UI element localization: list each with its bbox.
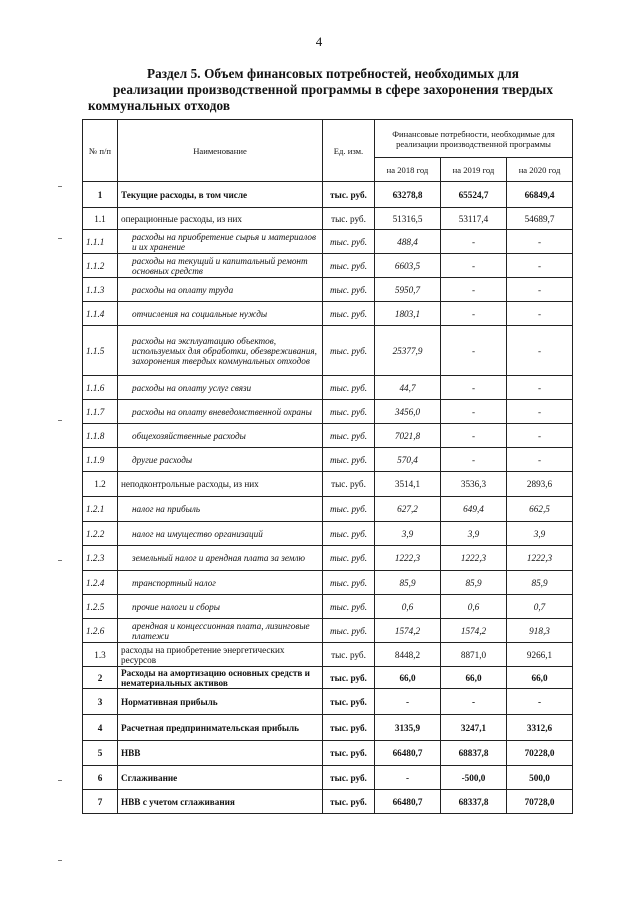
value-2018: 5950,7 (375, 278, 441, 302)
row-unit: тыс. руб. (323, 400, 375, 424)
row-unit: тыс. руб. (323, 595, 375, 619)
row-number: 6 (83, 766, 118, 790)
row-number: 3 (83, 689, 118, 715)
value-2019: 3,9 (441, 522, 507, 546)
value-2019: 68837,8 (441, 741, 507, 766)
row-unit: тыс. руб. (323, 497, 375, 522)
row-unit: тыс. руб. (323, 619, 375, 643)
row-name: Расчетная предпринимательская прибыль (118, 715, 323, 741)
value-2018: 44,7 (375, 376, 441, 400)
row-number: 1 (83, 182, 118, 208)
row-unit: тыс. руб. (323, 376, 375, 400)
value-2019: - (441, 400, 507, 424)
table-row (83, 619, 573, 643)
row-unit: тыс. руб. (323, 643, 375, 667)
value-2019: 649,4 (441, 497, 507, 522)
table-row (83, 208, 573, 230)
header-row-top (83, 120, 573, 158)
row-unit: тыс. руб. (323, 766, 375, 790)
value-2020: 3,9 (507, 522, 573, 546)
row-number: 5 (83, 741, 118, 766)
value-2018: 7021,8 (375, 424, 441, 448)
value-2019: -500,0 (441, 766, 507, 790)
value-2018: 51316,5 (375, 208, 441, 230)
table-row (83, 424, 573, 448)
value-2018: 3,9 (375, 522, 441, 546)
row-name: НВВ (118, 741, 323, 766)
table-row (83, 667, 573, 689)
row-number: 1.2.4 (83, 571, 118, 595)
value-2019: 53117,4 (441, 208, 507, 230)
value-2018: - (375, 689, 441, 715)
value-2019: 3536,3 (441, 472, 507, 497)
row-number: 4 (83, 715, 118, 741)
value-2020: 54689,7 (507, 208, 573, 230)
table-row (83, 546, 573, 571)
row-number: 1.2.5 (83, 595, 118, 619)
row-name: НВВ с учетом сглаживания (118, 790, 323, 814)
table-row (83, 522, 573, 546)
row-unit: тыс. руб. (323, 278, 375, 302)
row-unit: тыс. руб. (323, 790, 375, 814)
table-row (83, 472, 573, 497)
margin-mark (58, 238, 62, 239)
value-2020: - (507, 302, 573, 326)
value-2018: 3135,9 (375, 715, 441, 741)
table-row (83, 254, 573, 278)
value-2020: - (507, 326, 573, 376)
value-2020: - (507, 376, 573, 400)
value-2019: 85,9 (441, 571, 507, 595)
table-row (83, 643, 573, 667)
value-2018: 6603,5 (375, 254, 441, 278)
table-row (83, 302, 573, 326)
row-unit: тыс. руб. (323, 522, 375, 546)
row-unit: тыс. руб. (323, 472, 375, 497)
value-2020: 500,0 (507, 766, 573, 790)
value-2020: 66849,4 (507, 182, 573, 208)
table-row (83, 182, 573, 208)
value-2020: 70728,0 (507, 790, 573, 814)
row-name: расходы на приобретение сырья и материалов и их хранение (118, 230, 323, 254)
value-2019: - (441, 230, 507, 254)
table-body (83, 182, 573, 814)
value-2019: - (441, 424, 507, 448)
value-2020: - (507, 424, 573, 448)
row-name: операционные расходы, из них (118, 208, 323, 230)
margin-mark (58, 560, 62, 561)
row-name: Сглаживание (118, 766, 323, 790)
value-2019: 65524,7 (441, 182, 507, 208)
margin-mark (58, 420, 62, 421)
row-name: земельный налог и арендная плата за землю (118, 546, 323, 571)
value-2020: 2893,6 (507, 472, 573, 497)
row-unit: тыс. руб. (323, 689, 375, 715)
value-2019: 66,0 (441, 667, 507, 689)
table-row (83, 741, 573, 766)
value-2018: 3456,0 (375, 400, 441, 424)
row-unit: тыс. руб. (323, 424, 375, 448)
row-number: 1.2.2 (83, 522, 118, 546)
row-name: прочие налоги и сборы (118, 595, 323, 619)
row-number: 1.1 (83, 208, 118, 230)
row-name: Расходы на амортизацию основных средств и нематериальных активов (118, 667, 323, 689)
row-unit: тыс. руб. (323, 715, 375, 741)
margin-mark (58, 780, 62, 781)
value-2018: 570,4 (375, 448, 441, 472)
row-name: Нормативная прибыль (118, 689, 323, 715)
value-2020: 662,5 (507, 497, 573, 522)
row-unit: тыс. руб. (323, 571, 375, 595)
value-2018: 63278,8 (375, 182, 441, 208)
header-year-2018: на 2018 год (375, 158, 441, 182)
row-number: 2 (83, 667, 118, 689)
value-2019: - (441, 376, 507, 400)
header-year-2020: на 2020 год (507, 158, 573, 182)
value-2020: 9266,1 (507, 643, 573, 667)
value-2018: 488,4 (375, 230, 441, 254)
table-row (83, 448, 573, 472)
table-row (83, 497, 573, 522)
value-2018: 8448,2 (375, 643, 441, 667)
row-name: налог на имущество организаций (118, 522, 323, 546)
financial-needs-table (82, 119, 573, 814)
value-2018: 85,9 (375, 571, 441, 595)
table-row (83, 766, 573, 790)
row-number: 1.1.4 (83, 302, 118, 326)
row-unit: тыс. руб. (323, 741, 375, 766)
row-name: Текущие расходы, в том числе (118, 182, 323, 208)
row-number: 1.1.7 (83, 400, 118, 424)
row-number: 1.1.5 (83, 326, 118, 376)
row-number: 1.2.1 (83, 497, 118, 522)
row-number: 1.3 (83, 643, 118, 667)
value-2018: 0,6 (375, 595, 441, 619)
row-name: расходы на оплату вневедомственной охраны (118, 400, 323, 424)
value-2018: 1574,2 (375, 619, 441, 643)
row-unit: тыс. руб. (323, 254, 375, 278)
value-2019: 1574,2 (441, 619, 507, 643)
row-name: транспортный налог (118, 571, 323, 595)
row-number: 1.2.6 (83, 619, 118, 643)
value-2019: 1222,3 (441, 546, 507, 571)
section-title-line-3: коммунальных отходов (88, 98, 231, 113)
value-2020: - (507, 278, 573, 302)
row-number: 1.1.6 (83, 376, 118, 400)
row-name: расходы на эксплуатацию объектов, используемых для обработки, обезвреживания, захоронения твердых коммунальных отходов (118, 326, 323, 376)
section-title-line-1: Раздел 5. Объем финансовых потребностей, необходимых для (146, 66, 520, 81)
margin-mark (58, 186, 62, 187)
row-unit: тыс. руб. (323, 302, 375, 326)
row-unit: тыс. руб. (323, 546, 375, 571)
value-2020: - (507, 254, 573, 278)
row-unit: тыс. руб. (323, 326, 375, 376)
value-2018: 66480,7 (375, 741, 441, 766)
margin-mark (58, 860, 62, 861)
value-2020: - (507, 448, 573, 472)
table-row (83, 790, 573, 814)
row-name: расходы на текущий и капитальный ремонт основных средств (118, 254, 323, 278)
row-name: налог на прибыль (118, 497, 323, 522)
row-number: 1.1.1 (83, 230, 118, 254)
value-2018: 3514,1 (375, 472, 441, 497)
value-2018: 66480,7 (375, 790, 441, 814)
section-title (88, 66, 578, 114)
value-2020: 66,0 (507, 667, 573, 689)
value-2019: - (441, 448, 507, 472)
row-unit: тыс. руб. (323, 667, 375, 689)
header-unit: Ед. изм. (323, 120, 375, 182)
value-2019: - (441, 326, 507, 376)
table-row (83, 278, 573, 302)
row-name: отчисления на социальные нужды (118, 302, 323, 326)
row-name: другие расходы (118, 448, 323, 472)
table-row (83, 376, 573, 400)
value-2020: - (507, 689, 573, 715)
table-row (83, 595, 573, 619)
row-name: расходы на оплату труда (118, 278, 323, 302)
value-2019: 3247,1 (441, 715, 507, 741)
row-number: 1.1.8 (83, 424, 118, 448)
header-needs: Финансовые потребности, необходимые для реализации производственной программы (375, 120, 573, 158)
value-2019: - (441, 278, 507, 302)
table-row (83, 400, 573, 424)
value-2018: 66,0 (375, 667, 441, 689)
row-number: 1.1.9 (83, 448, 118, 472)
section-title-line-2: реализации производственной программы в сфере захоронения твердых (112, 82, 554, 97)
table-row (83, 715, 573, 741)
value-2018: 1803,1 (375, 302, 441, 326)
table-row (83, 689, 573, 715)
row-unit: тыс. руб. (323, 182, 375, 208)
page-number: 4 (315, 34, 323, 49)
value-2018: 627,2 (375, 497, 441, 522)
value-2020: 0,7 (507, 595, 573, 619)
value-2019: 68337,8 (441, 790, 507, 814)
value-2020: - (507, 230, 573, 254)
table-row (83, 571, 573, 595)
row-number: 1.1.2 (83, 254, 118, 278)
table-row (83, 326, 573, 376)
row-name: общехозяйственные расходы (118, 424, 323, 448)
row-unit: тыс. руб. (323, 448, 375, 472)
value-2018: 1222,3 (375, 546, 441, 571)
value-2019: - (441, 302, 507, 326)
table-row (83, 230, 573, 254)
header-name: Наименование (118, 120, 323, 182)
header-num: № п/п (83, 120, 118, 182)
value-2020: 1222,3 (507, 546, 573, 571)
row-name: неподконтрольные расходы, из них (118, 472, 323, 497)
row-name: расходы на оплату услуг связи (118, 376, 323, 400)
value-2018: 25377,9 (375, 326, 441, 376)
value-2020: 3312,6 (507, 715, 573, 741)
value-2020: - (507, 400, 573, 424)
value-2020: 70228,0 (507, 741, 573, 766)
header-year-2019: на 2019 год (441, 158, 507, 182)
value-2019: 0,6 (441, 595, 507, 619)
value-2020: 918,3 (507, 619, 573, 643)
row-unit: тыс. руб. (323, 230, 375, 254)
value-2019: - (441, 254, 507, 278)
row-name: расходы на приобретение энергетических ресурсов (118, 643, 323, 667)
value-2020: 85,9 (507, 571, 573, 595)
row-number: 7 (83, 790, 118, 814)
row-number: 1.2 (83, 472, 118, 497)
row-number: 1.2.3 (83, 546, 118, 571)
value-2019: - (441, 689, 507, 715)
row-name: арендная и концессионная плата, лизинговые платежи (118, 619, 323, 643)
value-2019: 8871,0 (441, 643, 507, 667)
row-number: 1.1.3 (83, 278, 118, 302)
row-unit: тыс. руб. (323, 208, 375, 230)
value-2018: - (375, 766, 441, 790)
